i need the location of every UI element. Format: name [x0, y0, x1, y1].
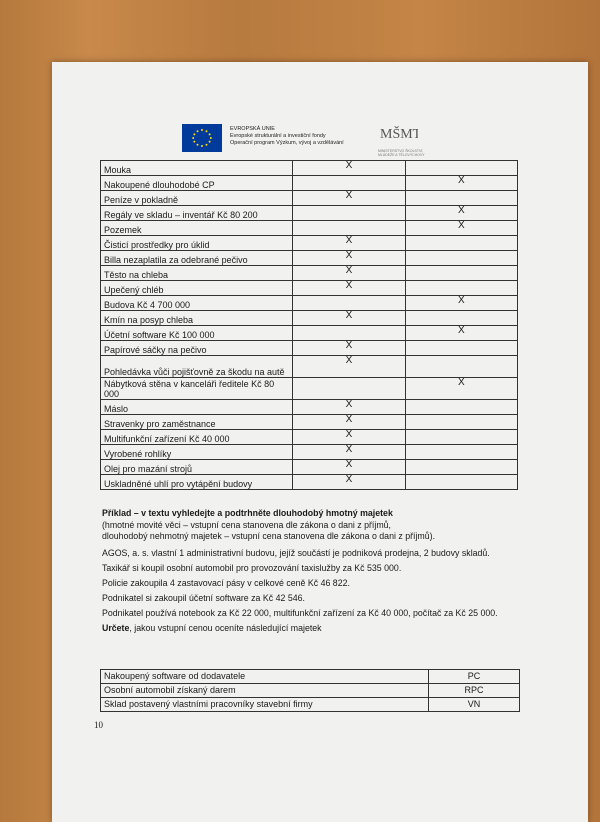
- long-term-mark-cell: [405, 475, 517, 490]
- long-term-mark-cell: X: [405, 378, 517, 400]
- long-term-mark-cell: [405, 236, 517, 251]
- asset-name-cell: Peníze v pokladně: [101, 191, 293, 206]
- table-row: [101, 296, 518, 311]
- example-title: Příklad – v textu vyhledejte a podtrhněte dlouhodobý hmotný majetek: [102, 508, 393, 518]
- short-term-mark-cell: X: [293, 191, 405, 206]
- short-term-mark-cell: X: [293, 251, 405, 266]
- long-term-mark-cell: [405, 341, 517, 356]
- long-term-mark-cell: [405, 161, 517, 176]
- asset-name-cell: Nakoupené dlouhodobé CP: [101, 176, 293, 191]
- short-term-mark-cell: X: [293, 460, 405, 475]
- short-term-mark-cell: X: [293, 161, 405, 176]
- short-term-mark-cell: [293, 296, 405, 311]
- valuation-cell: RPC: [429, 684, 520, 698]
- table-row: [101, 341, 518, 356]
- table-row: [101, 251, 518, 266]
- table-row: [101, 356, 518, 378]
- table-row: [101, 266, 518, 281]
- valuation-cell: PC: [429, 670, 520, 684]
- short-term-mark-cell: X: [293, 266, 405, 281]
- short-term-mark-cell: X: [293, 311, 405, 326]
- msmt-logo-icon: [378, 122, 418, 144]
- table-row: [101, 430, 518, 445]
- short-term-mark-cell: X: [293, 236, 405, 251]
- long-term-mark-cell: [405, 356, 517, 378]
- asset-name-cell: Budova Kč 4 700 000: [101, 296, 293, 311]
- table-row: [101, 400, 518, 415]
- asset-name-cell: Billa nezaplatila za odebrané pečivo: [101, 251, 293, 266]
- asset-name-cell: Osobní automobil získaný darem: [101, 684, 429, 698]
- long-term-mark-cell: [405, 251, 517, 266]
- long-term-mark-cell: X: [405, 176, 517, 191]
- asset-name-cell: Upečený chléb: [101, 281, 293, 296]
- table-row: [101, 475, 518, 490]
- long-term-mark-cell: [405, 400, 517, 415]
- long-term-mark-cell: [405, 460, 517, 475]
- asset-name-cell: Nábytková stěna v kanceláři ředitele Kč 80 000: [101, 378, 293, 400]
- svg-text:MŠMT: MŠMT: [380, 127, 418, 142]
- assets-table: [100, 160, 518, 490]
- table-row: [101, 698, 520, 712]
- valuation-table: [100, 669, 520, 712]
- long-term-mark-cell: X: [405, 221, 517, 236]
- short-term-mark-cell: X: [293, 400, 405, 415]
- table-row: [101, 311, 518, 326]
- short-term-mark-cell: X: [293, 445, 405, 460]
- example-paragraph: Podnikatel používá notebook za Kč 22 000, multifunkční zařízení za Kč 40 000, počítač za Kč 25 000.: [102, 608, 498, 618]
- table-row: [101, 326, 518, 341]
- table-row: [101, 221, 518, 236]
- asset-name-cell: Účetní software Kč 100 000: [101, 326, 293, 341]
- asset-name-cell: Nakoupený software od dodavatele: [101, 670, 429, 684]
- long-term-mark-cell: [405, 415, 517, 430]
- task-instruction: Určete, jakou vstupní cenou oceníte následující majetek: [102, 623, 322, 633]
- table-row: [101, 684, 520, 698]
- table-row: [101, 281, 518, 296]
- asset-name-cell: Sklad postavený vlastními pracovníky stavební firmy: [101, 698, 429, 712]
- asset-name-cell: Multifunkční zařízení Kč 40 000: [101, 430, 293, 445]
- asset-name-cell: Kmín na posyp chleba: [101, 311, 293, 326]
- asset-name-cell: Mouka: [101, 161, 293, 176]
- table-row: [101, 161, 518, 176]
- asset-name-cell: Papírové sáčky na pečivo: [101, 341, 293, 356]
- long-term-mark-cell: [405, 266, 517, 281]
- short-term-mark-cell: X: [293, 430, 405, 445]
- short-term-mark-cell: X: [293, 356, 405, 378]
- long-term-mark-cell: X: [405, 326, 517, 341]
- long-term-mark-cell: [405, 311, 517, 326]
- short-term-mark-cell: [293, 326, 405, 341]
- table-row: [101, 670, 520, 684]
- short-term-mark-cell: X: [293, 415, 405, 430]
- table-row: [101, 191, 518, 206]
- short-term-mark-cell: [293, 378, 405, 400]
- asset-name-cell: Olej pro mazání strojů: [101, 460, 293, 475]
- example-paragraph: AGOS, a. s. vlastní 1 administrativní budovu, jejíž součástí je podniková prodejna, 2 budovy skladů.: [102, 548, 490, 558]
- short-term-mark-cell: [293, 221, 405, 236]
- eu-text: EVROPSKÁ UNIE Evropské strukturální a investiční fondy Operační program Výzkum, vývoj a vzdělávání: [230, 126, 344, 146]
- example-section: [102, 508, 532, 638]
- long-term-mark-cell: [405, 281, 517, 296]
- table-row: [101, 445, 518, 460]
- msmt-logo: MŠMT MINISTERSTVO ŠKOLSTVÍ, MLÁDEŽE A TĚLOVÝCHOVY: [378, 122, 438, 154]
- short-term-mark-cell: [293, 206, 405, 221]
- paper-sheet: [52, 62, 588, 822]
- short-term-mark-cell: X: [293, 475, 405, 490]
- asset-name-cell: Regály ve skladu – inventář Kč 80 200: [101, 206, 293, 221]
- long-term-mark-cell: X: [405, 296, 517, 311]
- asset-name-cell: Těsto na chleba: [101, 266, 293, 281]
- asset-name-cell: Vyrobené rohlíky: [101, 445, 293, 460]
- table-row: [101, 378, 518, 400]
- long-term-mark-cell: [405, 191, 517, 206]
- table-row: [101, 460, 518, 475]
- example-subtitle: (hmotné movité věci – vstupní cena stanovena dle zákona o dani z příjmů, dlouhodobý nehmotný majetek – vstupní cena stanovena dle zákona o dani z příjmů).: [102, 520, 436, 541]
- table-row: [101, 415, 518, 430]
- asset-name-cell: Pozemek: [101, 221, 293, 236]
- short-term-mark-cell: X: [293, 341, 405, 356]
- short-term-mark-cell: [293, 176, 405, 191]
- asset-name-cell: Uskladněné uhlí pro vytápění budovy: [101, 475, 293, 490]
- short-term-mark-cell: X: [293, 281, 405, 296]
- page-number: 10: [94, 720, 103, 730]
- eu-flag-icon: [182, 124, 222, 152]
- asset-name-cell: Pohledávka vůči pojišťovně za škodu na autě: [101, 356, 293, 378]
- example-paragraph: Taxikář si koupil osobní automobil pro provozování taxislužby za Kč 535 000.: [102, 563, 402, 573]
- header-logos: [182, 124, 462, 157]
- asset-name-cell: Čisticí prostředky pro úklid: [101, 236, 293, 251]
- table-row: [101, 176, 518, 191]
- example-paragraph: Podnikatel si zakoupil účetní software za Kč 42 546.: [102, 593, 305, 603]
- example-paragraph: Policie zakoupila 4 zastavovací pásy v celkové ceně Kč 46 822.: [102, 578, 350, 588]
- long-term-mark-cell: [405, 445, 517, 460]
- long-term-mark-cell: X: [405, 206, 517, 221]
- table-row: [101, 206, 518, 221]
- asset-name-cell: Stravenky pro zaměstnance: [101, 415, 293, 430]
- valuation-cell: VN: [429, 698, 520, 712]
- long-term-mark-cell: [405, 430, 517, 445]
- table-row: [101, 236, 518, 251]
- asset-name-cell: Máslo: [101, 400, 293, 415]
